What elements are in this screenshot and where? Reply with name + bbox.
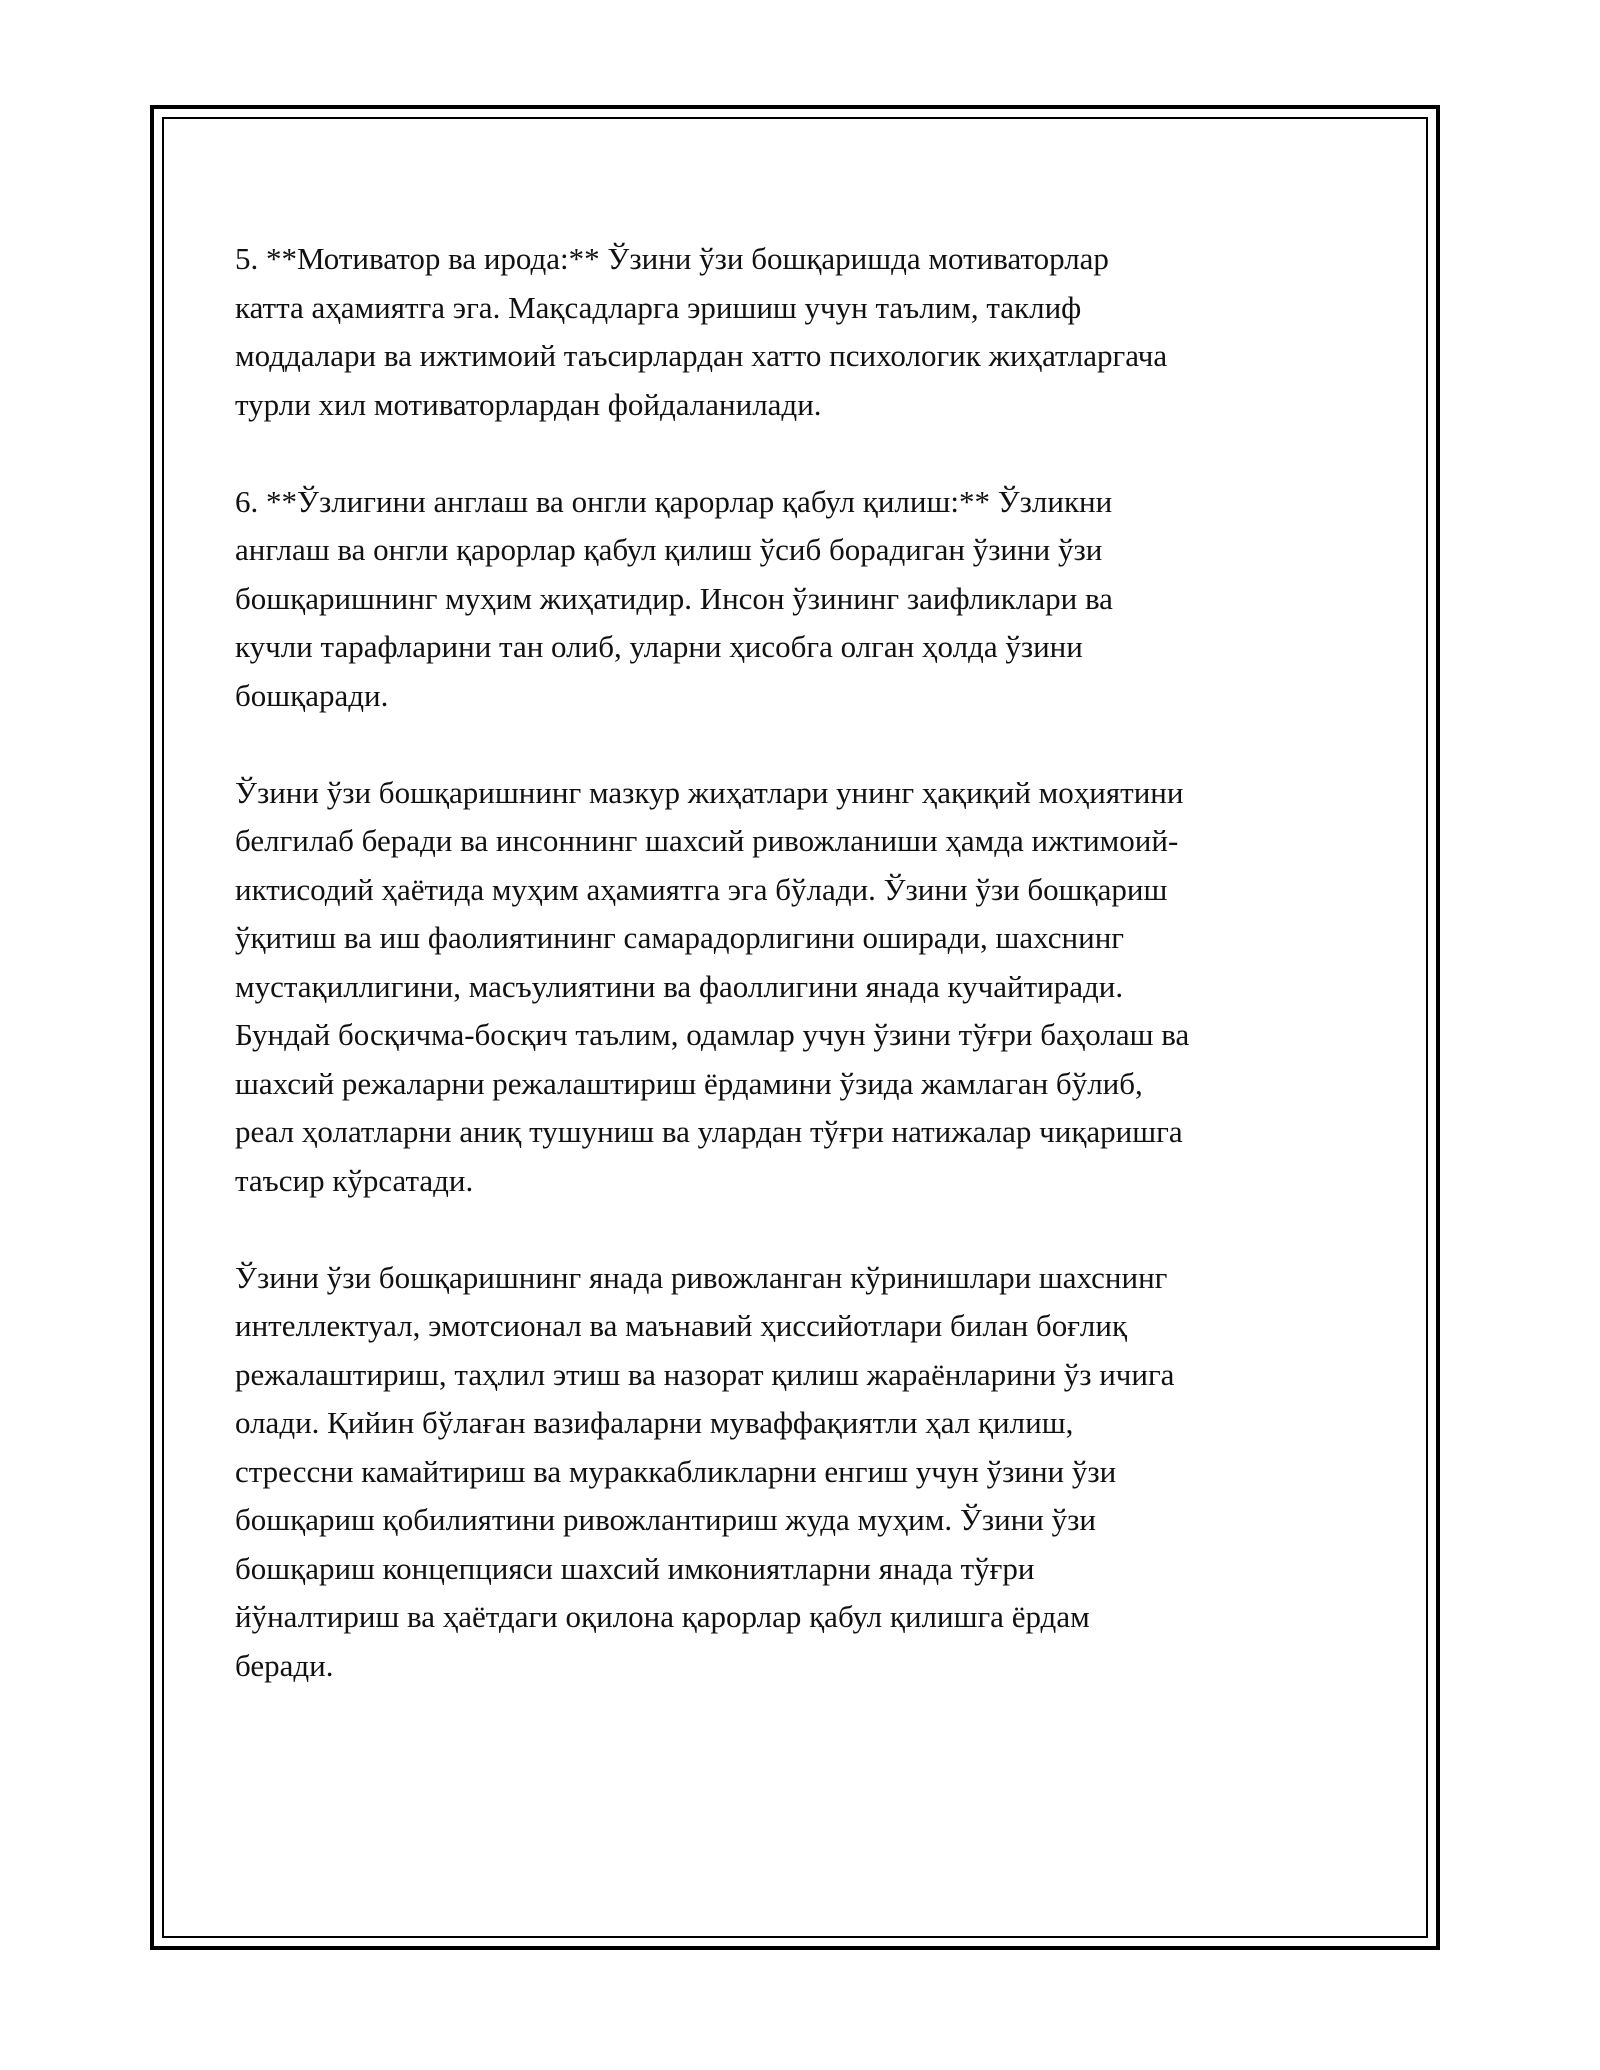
text-line: шахсий режаларни режалаштириш ёрдамини ўзида жамлаган бўлиб, bbox=[235, 1065, 1143, 1101]
text-line: ўқитиш ва иш фаолиятининг самарадорлигини оширади, шахснинг bbox=[235, 920, 1125, 955]
paragraph-self-awareness bbox=[235, 478, 1375, 721]
text-line: режалаштириш, таҳлил этиш ва назорат қилиш жараёнларини ўз ичига bbox=[235, 1356, 1175, 1392]
text-line: реал ҳолатларни аниқ тушуниш ва улардан тўғри натижалар чиқаришга bbox=[235, 1114, 1183, 1149]
text-line: катта аҳамиятга эга. Мақсадларга эришиш учун таълим, таклиф bbox=[235, 289, 1082, 325]
text-line: 5. **Мотиватор ва ирода:** Ўзини ўзи бошқаришда мотиваторлар bbox=[235, 241, 1109, 276]
text-line: Ўзини ўзи бошқаришнинг янада ривожланган кўринишлари шахснинг bbox=[235, 1259, 1168, 1295]
paragraph-motivator bbox=[235, 235, 1375, 429]
text-line: бошқариш қобилиятини ривожлантириш жуда муҳим. Ўзини ўзи bbox=[235, 1502, 1096, 1537]
document-body bbox=[235, 235, 1375, 1739]
text-line: олади. Қийин бўлаған вазифаларни муваффақиятли ҳал қилиш, bbox=[235, 1405, 1074, 1440]
text-line: иктисодий ҳаётида муҳим аҳамиятга эга бўлади. Ўзини ўзи бошқариш bbox=[235, 871, 1168, 907]
text-line: бошқаради. bbox=[235, 677, 389, 713]
paragraph-advanced-forms bbox=[235, 1254, 1375, 1691]
text-line: 6. **Ўзлигини англаш ва онгли қарорлар қабул қилиш:** Ўзликни bbox=[235, 483, 1113, 519]
text-line: белгилаб беради ва инсоннинг шахсий ривожланиши ҳамда ижтимоий- bbox=[235, 823, 1179, 858]
text-line: мустақиллигини, масъулиятини ва фаоллигини янада кучайтиради. bbox=[235, 968, 1124, 1004]
text-line: моддалари ва ижтимоий таъсирлардан хатто психологик жиҳатларгача bbox=[235, 338, 1168, 373]
text-line: бошқаришнинг муҳим жиҳатидир. Инсон ўзининг заифликлари ва bbox=[235, 580, 1113, 616]
text-line: Ўзини ўзи бошқаришнинг мазкур жиҳатлари унинг ҳақиқий моҳиятини bbox=[235, 774, 1184, 810]
text-line: таъсир кўрсатади. bbox=[235, 1162, 474, 1198]
text-line: стрессни камайтириш ва мураккабликларни енгиш учун ўзини ўзи bbox=[235, 1453, 1117, 1489]
text-line: бошқариш концепцияси шахсий имкониятларни янада тўғри bbox=[235, 1550, 1035, 1586]
text-line: йўналтириш ва ҳаётдаги оқилона қарорлар қабул қилишга ёрдам bbox=[235, 1599, 1090, 1634]
paragraph-essence bbox=[235, 769, 1375, 1206]
text-line: беради. bbox=[235, 1647, 334, 1683]
text-line: интеллектуал, эмотсионал ва маънавий ҳиссийотлари билан боғлиқ bbox=[235, 1308, 1128, 1343]
text-line: турли хил мотиваторлардан фойдаланилади. bbox=[235, 386, 822, 422]
text-line: кучли тарафларини тан олиб, уларни ҳисобга олган ҳолда ўзини bbox=[235, 629, 1083, 664]
text-line: англаш ва онгли қарорлар қабул қилиш ўсиб борадиган ўзини ўзи bbox=[235, 532, 1103, 567]
text-line: Бундай босқичма-босқич таълим, одамлар учун ўзини тўғри баҳолаш ва bbox=[235, 1017, 1190, 1052]
